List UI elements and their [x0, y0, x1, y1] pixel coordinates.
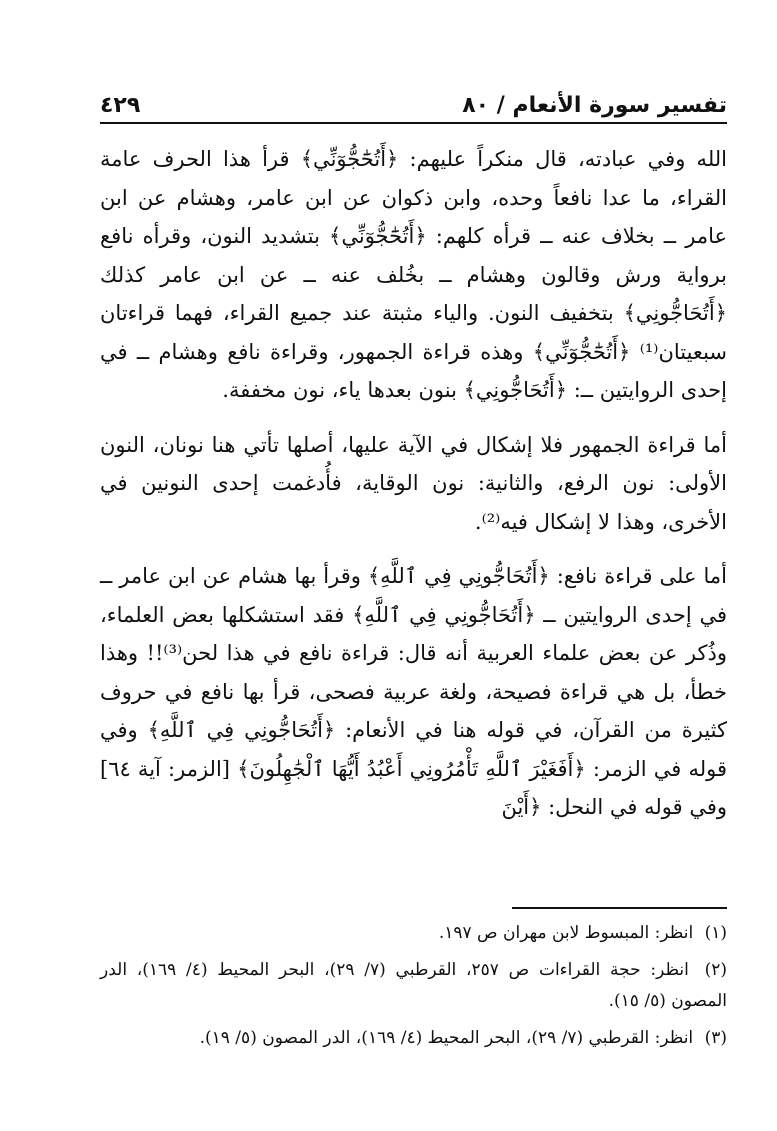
- running-title: تفسير سورة الأنعام / ٨٠: [462, 93, 727, 118]
- footnote-divider: [512, 907, 727, 909]
- header-divider: [100, 122, 727, 124]
- footnote-number: (٣): [704, 1028, 727, 1048]
- footnote-text: انظر: المبسوط لابن مهران ص ١٩٧.: [438, 923, 694, 943]
- footnote-number: (١): [704, 923, 727, 943]
- footnote: [100, 955, 727, 1017]
- footnote: [100, 918, 727, 949]
- footnote: [100, 1023, 727, 1054]
- footnote-number: (٢): [704, 960, 728, 980]
- page-header: [100, 84, 727, 118]
- page-number: ٤٢٩: [100, 93, 141, 118]
- footnote-text: انظر: حجة القراءات ص ٢٥٧، القرطبي (٧/ ٢٩)، البحر المحيط (٤/ ١٦٩)، الدر المصون (٥/ ١٥).: [100, 960, 727, 1011]
- paragraph: الله وفي عبادته، قال منكراً عليهم: ﴿أَتُحَٰٓجُّوٓنِّي﴾ قرأ هذا الحرف عامة القراء، ما عدا نافعاً وحده، وابن ذكوان عن ابن عامر، وهشام عن ابن عامر ــ بخلاف عنه ــ قرأه كلهم: ﴿أَتُحَٰٓجُّوٓنِّي﴾ بتشديد النون، وقرأه نافع برواية ورش وقالون وهشام ــ بخُلف عنه ــ عن ابن عامر كذلك ﴿أَتُحَاجُّونِي﴾ بتخفيف النون. والياء مثبتة عند جميع القراء، فهما قراءتان سبعيتان⁽¹⁾ ﴿أَتُحَٰٓجُّوٓنِّي﴾ وهذه قراءة الجمهور، وقراءة نافع وهشام ــ في إحدى الروايتين ــ: ﴿أَتُحَاجُّونِي﴾ بنون بعدها ياء، نون مخففة.: [100, 147, 727, 402]
- main-text: [100, 140, 727, 827]
- paragraph: أما على قراءة نافع: ﴿أَتُحَاجُّونِي فِي ٱللَّهِ﴾ وقرأ بها هشام عن ابن عامر ــ في إحدى الروايتين ــ ﴿أَتُحَاجُّونِي فِي ٱللَّهِ﴾ فقد استشكلها بعض العلماء، وذُكر عن بعض علماء العربية أنه قال: قراءة نافع في هذا لحن⁽³⁾!! وهذا خطأ، بل هي قراءة فصيحة، ولغة عربية فصحى، قرأ بها نافع في حروف كثيرة من القرآن، في قوله هنا في الأنعام: ﴿أَتُحَاجُّونِي فِي ٱللَّهِ﴾ وفي قوله في الزمر: ﴿أَفَغَيْرَ ٱللَّهِ تَأْمُرُونِي أَعْبُدُ أَيُّهَا ٱلْجَٰهِلُونَ﴾ [الزمر: آية ٦٤] وفي قوله في النحل: ﴿أَيْنَ: [100, 564, 727, 819]
- footnote-text: انظر: القرطبي (٧/ ٢٩)، البحر المحيط (٤/ ١٦٩)، الدر المصون (٥/ ١٩).: [199, 1028, 694, 1048]
- paragraph: أما قراءة الجمهور فلا إشكال في الآية عليها، أصلها تأتي هنا نونان، النون الأولى: نون الرفع، والثانية: نون الوقاية، فأُدغمت إحدى النونين في الأخرى، وهذا لا إشكال فيه⁽²⁾.: [100, 432, 727, 534]
- footnotes: [100, 918, 727, 1060]
